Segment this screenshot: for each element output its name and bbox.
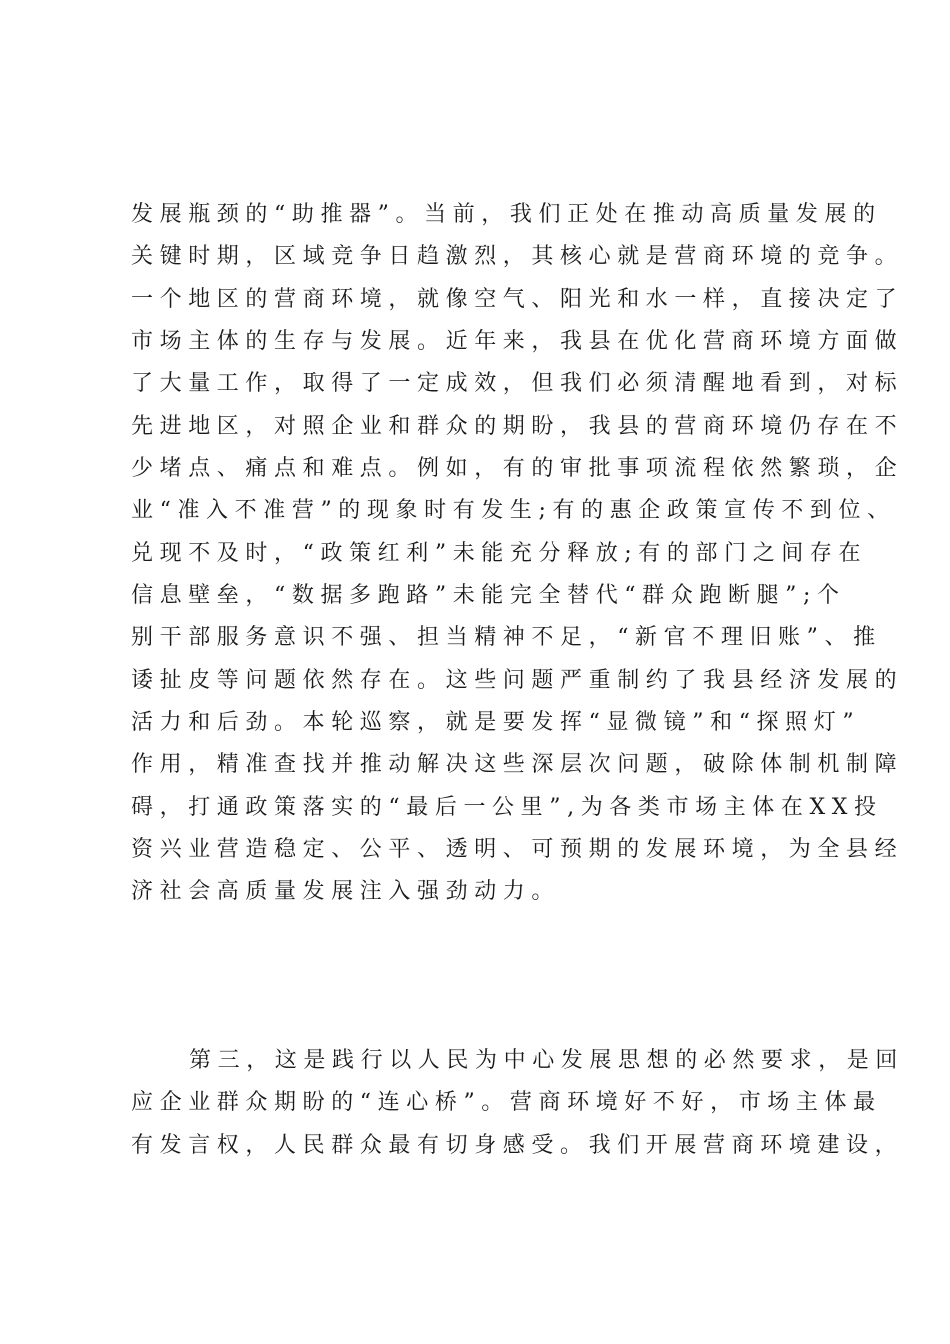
text-line: 市场主体的生存与发展。近年来，我县在优化营商环境方面做 bbox=[131, 329, 904, 354]
text-line: 诿扯皮等问题依然存在。这些问题严重制约了我县经济发展的 bbox=[131, 668, 904, 693]
text-line: 一个地区的营商环境，就像空气、阳光和水一样，直接决定了 bbox=[131, 287, 904, 312]
text-line: 发展瓶颈的“助推器”。当前，我们正处在推动高质量发展的 bbox=[131, 202, 882, 227]
text-line: 作用，精准查找并推动解决这些深层次问题，破除体制机制障 bbox=[131, 752, 904, 777]
text-line: 有发言权，人民群众最有切身感受。我们开展营商环境建设， bbox=[131, 1133, 904, 1158]
text-line: 资兴业营造稳定、公平、透明、可预期的发展环境，为全县经 bbox=[131, 837, 904, 862]
text-line: 了大量工作，取得了一定成效，但我们必须清醒地看到，对标 bbox=[131, 371, 904, 396]
text-line: 别干部服务意识不强、担当精神不足，“新官不理旧账”、推 bbox=[131, 625, 882, 650]
text-line: 第三，这是践行以人民为中心发展思想的必然要求，是回 bbox=[189, 1048, 905, 1073]
text-line: 关键时期，区域竞争日趋激烈，其核心就是营商环境的竞争。 bbox=[131, 244, 904, 269]
text-line: 业“准入不准营”的现象时有发生;有的惠企政策宣传不到位、 bbox=[131, 498, 896, 523]
text-line: 信息壁垒，“数据多跑路”未能完全替代“群众跑断腿”;个 bbox=[131, 583, 846, 608]
text-line: 应企业群众期盼的“连心桥”。营商环境好不好，市场主体最 bbox=[131, 1090, 882, 1115]
text-line: 先进地区，对照企业和群众的期盼，我县的营商环境仍存在不 bbox=[131, 414, 904, 439]
text-line: 少堵点、痛点和难点。例如，有的审批事项流程依然繁琐，企 bbox=[131, 456, 904, 481]
text-line: 碍，打通政策落实的“最后一公里”,为各类市场主体在XX投 bbox=[131, 795, 883, 820]
text-line: 活力和后劲。本轮巡察，就是要发挥“显微镜”和“探照灯” bbox=[131, 710, 861, 735]
text-line: 济社会高质量发展注入强劲动力。 bbox=[131, 879, 561, 904]
text-line: 兑现不及时，“政策红利”未能充分释放;有的部门之间存在 bbox=[131, 541, 868, 566]
